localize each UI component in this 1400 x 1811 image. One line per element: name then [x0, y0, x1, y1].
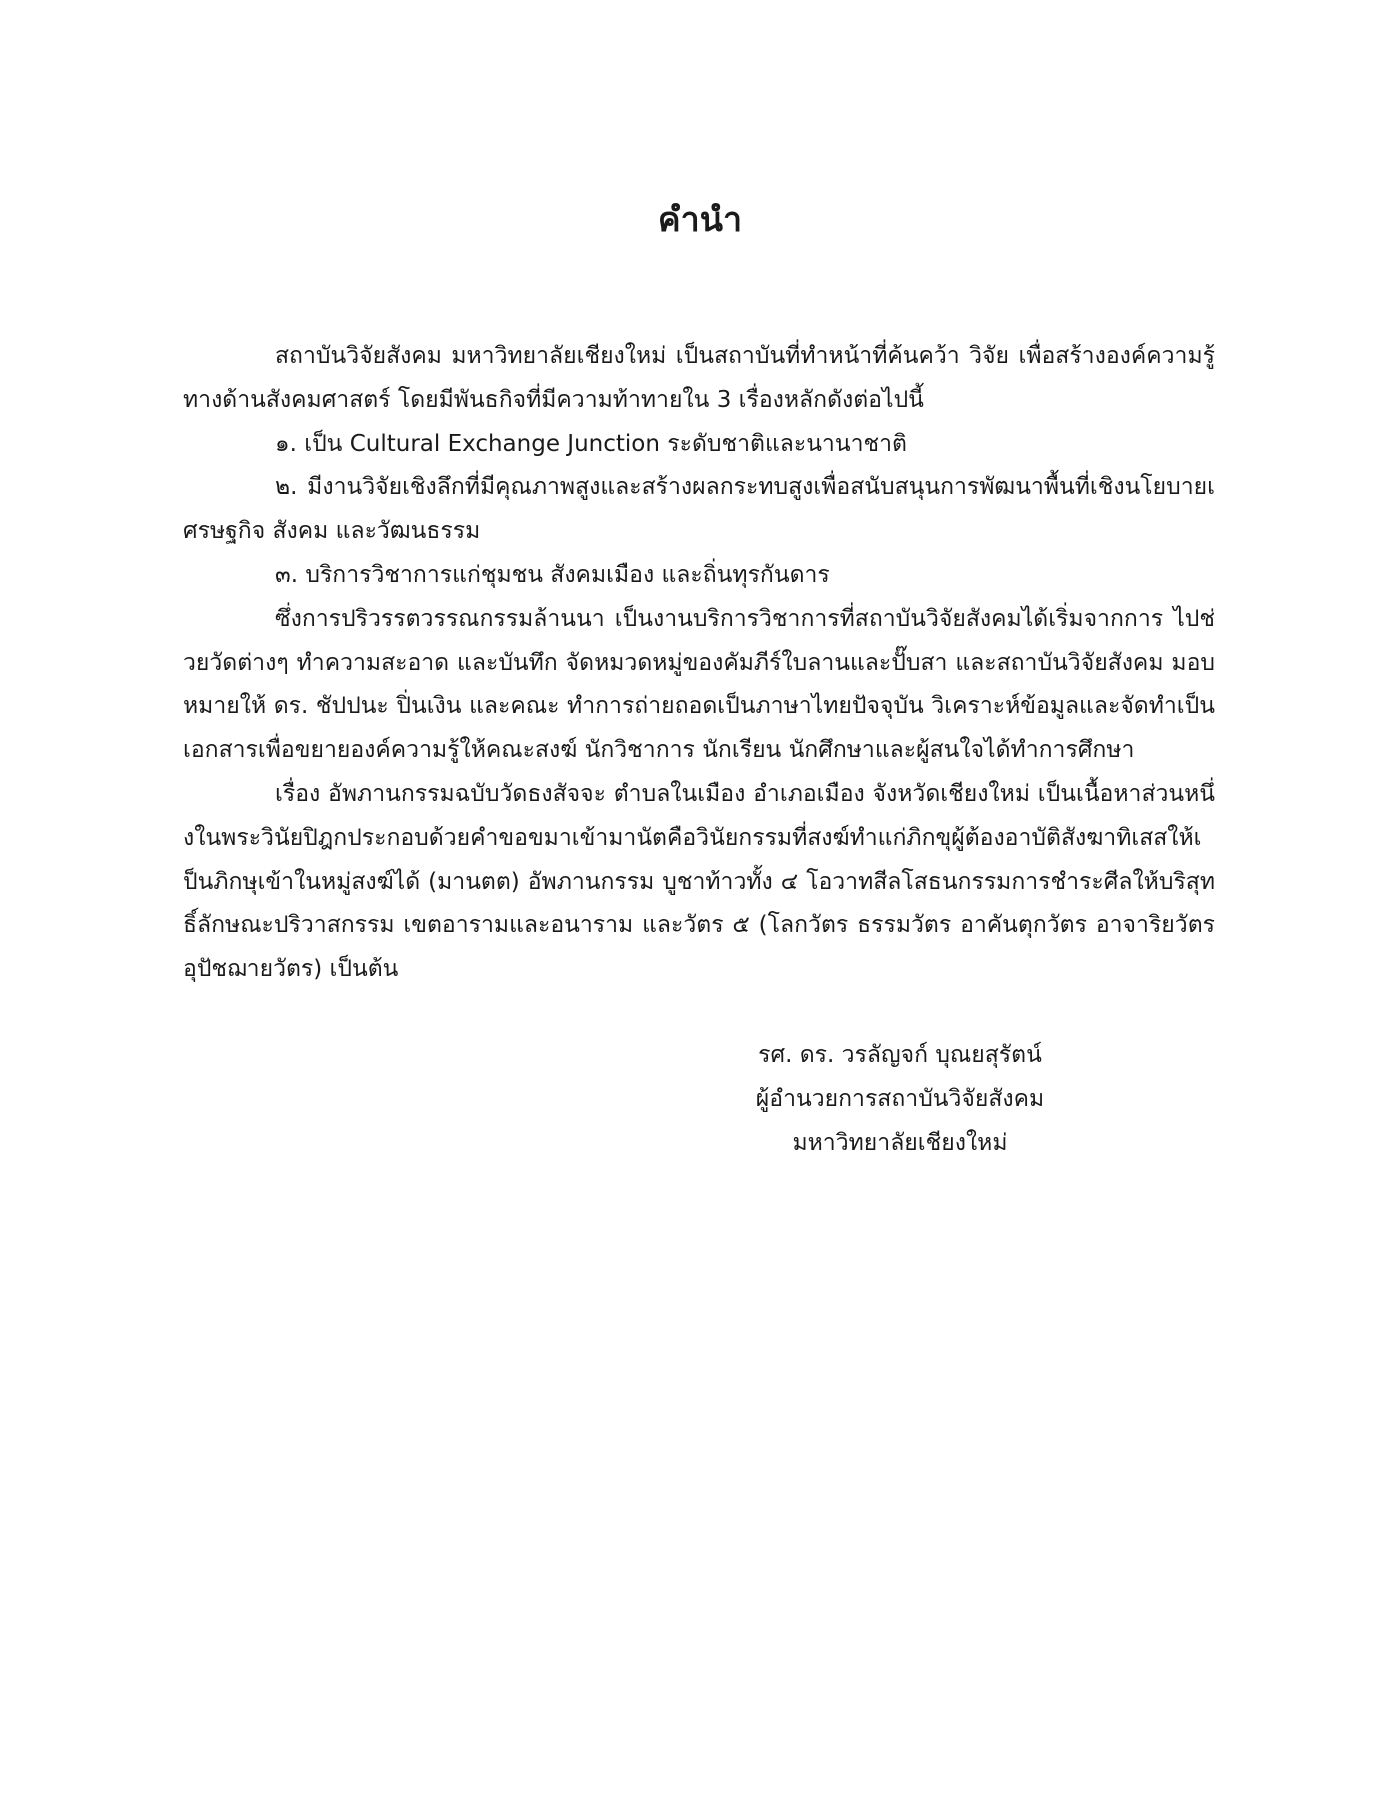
paragraph-service: ซึ่งการปริวรรตวรรณกรรมล้านนา เป็นงานบริการวิชาการที่สถาบันวิจัยสังคมได้เริ่มจากการ ไปช่วยวัดต่างๆ ทำความสะอาด และบันทึก จัดหมวดหมู่ของคัมภีร์ใบลานและปั๊บสา และสถาบันวิจัยสังคม มอบหมายให้ ดร. ชัปปนะ ปิ่นเงิน และคณะ ทำการถ่ายถอดเป็นภาษาไทยปัจจุบัน วิเคราะห์ข้อมูลและจัดทำเป็นเอกสารเพื่อขยายองค์ความรู้ให้คณะสงฆ์ นักวิชาการ นักเรียน นักศึกษาและผู้สนใจได้ทำการศึกษา	[183, 605, 1215, 764]
page-title: คำนำ	[657, 200, 743, 240]
paragraph-intro: สถาบันวิจัยสังคม มหาวิทยาลัยเชียงใหม่ เป็นสถาบันที่ทำหน้าที่ค้นคว้า วิจัย เพื่อสร้างองค์ความรู้ทางด้านสังคมศาสตร์ โดยมีพันธกิจที่มีความท้าทายใน 3 เรื่องหลักดังต่อไปนี้	[183, 343, 1215, 413]
document-body	[183, 335, 1215, 992]
signature-block	[740, 1034, 1060, 1165]
paragraph-mission-3: ๓. บริการวิชาการแก่ชุมชน สังคมเมือง และถิ่นทุรกันดาร	[275, 561, 830, 588]
signature-name: รศ. ดร. วรลัญจก์ บุณยสุรัตน์	[758, 1042, 1042, 1068]
signature-position: ผู้อำนวยการสถาบันวิจัยสังคม	[755, 1085, 1045, 1112]
signature-organization: มหาวิทยาลัยเชียงใหม่	[792, 1129, 1008, 1156]
paragraph-subject: เรื่อง อัพภานกรรมฉบับวัดธงสัจจะ ตำบลในเมือง อำเภอเมือง จังหวัดเชียงใหม่ เป็นเนื้อหาส่วนหนึ่งในพระวินัยปิฎกประกอบด้วยคำขอขมาเข้ามานัตคือวินัยกรรมที่สงฆ์ทำแก่ภิกขุผู้ต้องอาบัติสังฆาทิเสสให้เป็นภิกษุเข้าในหมู่สงฆ์ได้ (มานตต) อัพภานกรรม บูชาท้าวทั้ง ๔ โอวาทสีลโสธนกรรมการชำระศีลให้บริสุทธิ์ลักษณะปริวาสกรรม เขตอารามและอนาราม และวัตร ๕ (โลกวัตร ธรรมวัตร อาคันตุกวัตร อาจาริยวัตร อุปัชฌายวัตร) เป็นต้น	[183, 780, 1215, 983]
paragraph-mission-2: ๒. มีงานวิจัยเชิงลึกที่มีคุณภาพสูงและสร้างผลกระทบสูงเพื่อสนับสนุนการพัฒนาพื้นที่เชิงนโยบายเศรษฐกิจ สังคม และวัฒนธรรม	[183, 474, 1215, 545]
paragraph-mission-1: ๑. เป็น Cultural Exchange Junction ระดับชาติและนานาชาติ	[275, 430, 907, 457]
